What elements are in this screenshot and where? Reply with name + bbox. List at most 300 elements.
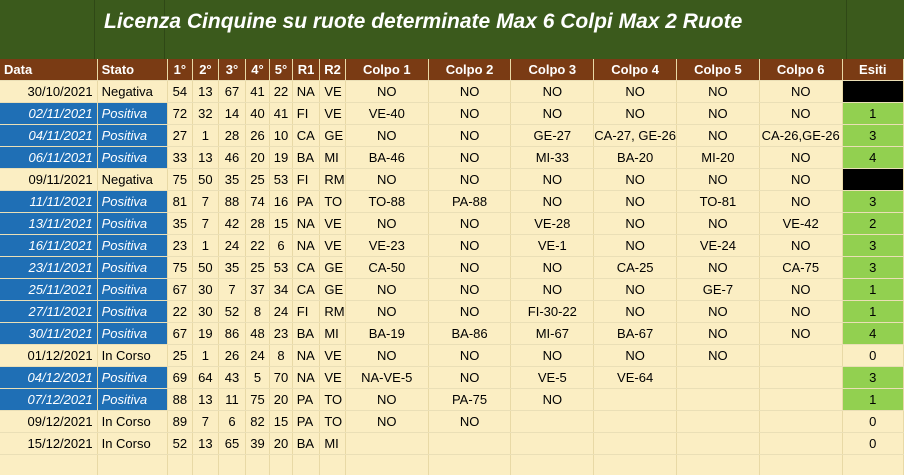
cell-stato[interactable]: Positiva	[97, 213, 168, 235]
cell-colpo-2[interactable]: NO	[428, 147, 511, 169]
cell-colpo-5[interactable]: GE-7	[677, 279, 760, 301]
cell-ruota-2[interactable]: TO	[320, 411, 346, 433]
cell-ruota-1[interactable]: PA	[292, 411, 320, 433]
cell-stato[interactable]: Negativa	[97, 81, 168, 103]
cell-stato[interactable]: Positiva	[97, 191, 168, 213]
cell-esito[interactable]: 2	[842, 213, 903, 235]
cell-colpo-3[interactable]	[511, 411, 594, 433]
cell-colpo-2[interactable]: PA-88	[428, 191, 511, 213]
cell-number-4[interactable]: 25	[245, 257, 270, 279]
cell-colpo-6[interactable]	[759, 389, 842, 411]
cell-ruota-1[interactable]: NA	[292, 81, 320, 103]
cell-colpo-5[interactable]	[677, 367, 760, 389]
cell-number-2[interactable]: 50	[192, 257, 219, 279]
cell-colpo-5[interactable]: NO	[677, 125, 760, 147]
cell-number-4[interactable]: 28	[245, 213, 270, 235]
cell-ruota-2[interactable]: VE	[320, 345, 346, 367]
cell-colpo-1[interactable]: NO	[345, 213, 428, 235]
cell-number-3[interactable]: 7	[219, 279, 246, 301]
cell-colpo-6[interactable]: VE-42	[759, 213, 842, 235]
cell-colpo-5[interactable]	[677, 433, 760, 455]
cell-ruota-1[interactable]: CA	[292, 257, 320, 279]
cell-number-5[interactable]: 15	[270, 411, 292, 433]
cell-number-5[interactable]: 6	[270, 235, 292, 257]
cell-colpo-4[interactable]: NO	[594, 345, 677, 367]
cell-colpo-6[interactable]	[759, 345, 842, 367]
cell-colpo-3[interactable]: MI-67	[511, 323, 594, 345]
cell-colpo-6[interactable]: NO	[759, 301, 842, 323]
cell-colpo-1[interactable]: VE-40	[345, 103, 428, 125]
cell-number-3[interactable]: 14	[219, 103, 246, 125]
cell-stato[interactable]: Positiva	[97, 125, 168, 147]
cell-colpo-4[interactable]: BA-67	[594, 323, 677, 345]
cell-colpo-5[interactable]: NO	[677, 169, 760, 191]
cell-number-5[interactable]: 70	[270, 367, 292, 389]
cell-colpo-2[interactable]: PA-75	[428, 389, 511, 411]
cell-colpo-3[interactable]: VE-1	[511, 235, 594, 257]
cell-colpo-1[interactable]: NO	[345, 301, 428, 323]
cell-number-5[interactable]: 20	[270, 389, 292, 411]
cell-colpo-1[interactable]: NO	[345, 169, 428, 191]
cell-colpo-3[interactable]: NO	[511, 169, 594, 191]
cell-colpo-5[interactable]: NO	[677, 213, 760, 235]
cell-number-5[interactable]: 24	[270, 301, 292, 323]
cell-stato[interactable]: Positiva	[97, 257, 168, 279]
cell-data[interactable]: 04/12/2021	[0, 367, 97, 389]
cell-esito[interactable]: 0	[842, 345, 903, 367]
cell-ruota-1[interactable]: CA	[292, 279, 320, 301]
cell-colpo-4[interactable]	[594, 433, 677, 455]
empty-cell[interactable]	[511, 455, 594, 475]
cell-number-1[interactable]: 72	[168, 103, 193, 125]
cell-colpo-6[interactable]: CA-75	[759, 257, 842, 279]
cell-number-3[interactable]: 35	[219, 257, 246, 279]
cell-data[interactable]: 30/10/2021	[0, 81, 97, 103]
cell-data[interactable]: 09/12/2021	[0, 411, 97, 433]
cell-number-2[interactable]: 7	[192, 411, 219, 433]
cell-colpo-4[interactable]: CA-25	[594, 257, 677, 279]
cell-colpo-3[interactable]	[511, 433, 594, 455]
cell-stato[interactable]: Positiva	[97, 367, 168, 389]
cell-colpo-4[interactable]: NO	[594, 103, 677, 125]
cell-ruota-1[interactable]: PA	[292, 389, 320, 411]
cell-number-4[interactable]: 48	[245, 323, 270, 345]
empty-cell[interactable]	[245, 455, 270, 475]
cell-number-4[interactable]: 22	[245, 235, 270, 257]
cell-number-5[interactable]: 8	[270, 345, 292, 367]
cell-ruota-1[interactable]: PA	[292, 191, 320, 213]
cell-esito[interactable]: 4	[842, 147, 903, 169]
cell-number-2[interactable]: 1	[192, 125, 219, 147]
cell-number-1[interactable]: 81	[168, 191, 193, 213]
cell-ruota-1[interactable]: FI	[292, 169, 320, 191]
cell-number-4[interactable]: 5	[245, 367, 270, 389]
cell-number-2[interactable]: 30	[192, 301, 219, 323]
cell-number-2[interactable]: 1	[192, 235, 219, 257]
header-n3[interactable]: 3°	[219, 59, 246, 81]
cell-colpo-6[interactable]: CA-26,GE-26	[759, 125, 842, 147]
cell-data[interactable]: 09/11/2021	[0, 169, 97, 191]
cell-number-2[interactable]: 13	[192, 147, 219, 169]
cell-ruota-1[interactable]: FI	[292, 103, 320, 125]
cell-colpo-5[interactable]: NO	[677, 257, 760, 279]
cell-number-2[interactable]: 1	[192, 345, 219, 367]
cell-colpo-2[interactable]: NO	[428, 103, 511, 125]
cell-stato[interactable]: Positiva	[97, 279, 168, 301]
cell-data[interactable]: 27/11/2021	[0, 301, 97, 323]
cell-colpo-1[interactable]: NO	[345, 345, 428, 367]
cell-colpo-4[interactable]: BA-20	[594, 147, 677, 169]
header-esiti[interactable]: Esiti	[842, 59, 903, 81]
cell-esito[interactable]: 3	[842, 125, 903, 147]
cell-colpo-6[interactable]: NO	[759, 147, 842, 169]
cell-esito[interactable]: 3	[842, 235, 903, 257]
cell-colpo-6[interactable]: NO	[759, 169, 842, 191]
cell-number-4[interactable]: 25	[245, 169, 270, 191]
empty-cell[interactable]	[168, 455, 193, 475]
cell-colpo-2[interactable]: BA-86	[428, 323, 511, 345]
cell-esito[interactable]	[842, 81, 903, 103]
cell-ruota-1[interactable]: NA	[292, 367, 320, 389]
cell-number-1[interactable]: 27	[168, 125, 193, 147]
cell-stato[interactable]: Positiva	[97, 301, 168, 323]
cell-data[interactable]: 07/12/2021	[0, 389, 97, 411]
cell-esito[interactable]: 0	[842, 411, 903, 433]
cell-colpo-3[interactable]: GE-27	[511, 125, 594, 147]
cell-colpo-6[interactable]: NO	[759, 103, 842, 125]
cell-number-5[interactable]: 20	[270, 433, 292, 455]
cell-colpo-2[interactable]: NO	[428, 169, 511, 191]
cell-colpo-4[interactable]	[594, 411, 677, 433]
cell-number-1[interactable]: 67	[168, 279, 193, 301]
cell-number-1[interactable]: 22	[168, 301, 193, 323]
header-n2[interactable]: 2°	[192, 59, 219, 81]
cell-colpo-3[interactable]: NO	[511, 257, 594, 279]
cell-colpo-1[interactable]: VE-23	[345, 235, 428, 257]
cell-esito[interactable]	[842, 169, 903, 191]
cell-colpo-6[interactable]: NO	[759, 191, 842, 213]
cell-colpo-1[interactable]: NO	[345, 81, 428, 103]
cell-number-4[interactable]: 75	[245, 389, 270, 411]
cell-ruota-2[interactable]: TO	[320, 191, 346, 213]
cell-number-1[interactable]: 75	[168, 257, 193, 279]
cell-ruota-1[interactable]: NA	[292, 345, 320, 367]
header-r2[interactable]: R2	[320, 59, 346, 81]
cell-colpo-1[interactable]: NO	[345, 279, 428, 301]
cell-colpo-2[interactable]: NO	[428, 125, 511, 147]
empty-cell[interactable]	[97, 455, 168, 475]
cell-number-1[interactable]: 52	[168, 433, 193, 455]
cell-colpo-5[interactable]: NO	[677, 103, 760, 125]
cell-esito[interactable]: 1	[842, 389, 903, 411]
cell-number-1[interactable]: 35	[168, 213, 193, 235]
cell-number-3[interactable]: 35	[219, 169, 246, 191]
cell-esito[interactable]: 3	[842, 367, 903, 389]
cell-data[interactable]: 02/11/2021	[0, 103, 97, 125]
cell-colpo-4[interactable]: CA-27, GE-26	[594, 125, 677, 147]
cell-ruota-2[interactable]: VE	[320, 213, 346, 235]
cell-number-1[interactable]: 23	[168, 235, 193, 257]
cell-number-2[interactable]: 32	[192, 103, 219, 125]
cell-colpo-2[interactable]: NO	[428, 411, 511, 433]
cell-colpo-6[interactable]	[759, 433, 842, 455]
cell-ruota-2[interactable]: RM	[320, 301, 346, 323]
cell-number-4[interactable]: 8	[245, 301, 270, 323]
cell-colpo-2[interactable]: NO	[428, 301, 511, 323]
cell-colpo-6[interactable]: NO	[759, 323, 842, 345]
cell-number-2[interactable]: 19	[192, 323, 219, 345]
cell-colpo-3[interactable]: VE-5	[511, 367, 594, 389]
cell-colpo-2[interactable]: NO	[428, 213, 511, 235]
cell-number-4[interactable]: 24	[245, 345, 270, 367]
cell-esito[interactable]: 3	[842, 191, 903, 213]
cell-colpo-3[interactable]: NO	[511, 279, 594, 301]
cell-data[interactable]: 04/11/2021	[0, 125, 97, 147]
cell-colpo-3[interactable]: NO	[511, 81, 594, 103]
cell-ruota-1[interactable]: FI	[292, 301, 320, 323]
cell-stato[interactable]: Negativa	[97, 169, 168, 191]
cell-number-2[interactable]: 50	[192, 169, 219, 191]
cell-ruota-2[interactable]: MI	[320, 147, 346, 169]
cell-colpo-2[interactable]	[428, 433, 511, 455]
header-colpo-6[interactable]: Colpo 6	[759, 59, 842, 81]
header-r1[interactable]: R1	[292, 59, 320, 81]
header-n4[interactable]: 4°	[245, 59, 270, 81]
cell-number-1[interactable]: 89	[168, 411, 193, 433]
cell-colpo-3[interactable]: NO	[511, 103, 594, 125]
cell-number-1[interactable]: 54	[168, 81, 193, 103]
cell-data[interactable]: 15/12/2021	[0, 433, 97, 455]
empty-cell[interactable]	[842, 455, 903, 475]
cell-colpo-3[interactable]: MI-33	[511, 147, 594, 169]
cell-ruota-2[interactable]: VE	[320, 235, 346, 257]
cell-colpo-5[interactable]: NO	[677, 81, 760, 103]
cell-colpo-2[interactable]: NO	[428, 235, 511, 257]
cell-ruota-1[interactable]: BA	[292, 433, 320, 455]
cell-number-3[interactable]: 65	[219, 433, 246, 455]
cell-number-3[interactable]: 88	[219, 191, 246, 213]
header-data[interactable]: Data	[0, 59, 97, 81]
cell-number-2[interactable]: 13	[192, 433, 219, 455]
cell-number-1[interactable]: 88	[168, 389, 193, 411]
header-colpo-2[interactable]: Colpo 2	[428, 59, 511, 81]
cell-colpo-5[interactable]: NO	[677, 301, 760, 323]
cell-colpo-6[interactable]	[759, 411, 842, 433]
cell-number-3[interactable]: 6	[219, 411, 246, 433]
cell-data[interactable]: 30/11/2021	[0, 323, 97, 345]
cell-stato[interactable]: Positiva	[97, 389, 168, 411]
empty-cell[interactable]	[219, 455, 246, 475]
cell-colpo-3[interactable]: NO	[511, 191, 594, 213]
cell-number-4[interactable]: 37	[245, 279, 270, 301]
cell-colpo-1[interactable]: BA-19	[345, 323, 428, 345]
cell-ruota-2[interactable]: MI	[320, 433, 346, 455]
cell-colpo-4[interactable]: NO	[594, 301, 677, 323]
cell-number-5[interactable]: 15	[270, 213, 292, 235]
header-stato[interactable]: Stato	[97, 59, 168, 81]
cell-esito[interactable]: 1	[842, 301, 903, 323]
cell-colpo-5[interactable]	[677, 411, 760, 433]
cell-colpo-1[interactable]: NO	[345, 125, 428, 147]
cell-colpo-1[interactable]: TO-88	[345, 191, 428, 213]
cell-ruota-2[interactable]: TO	[320, 389, 346, 411]
header-n5[interactable]: 5°	[270, 59, 292, 81]
cell-esito[interactable]: 4	[842, 323, 903, 345]
cell-number-5[interactable]: 34	[270, 279, 292, 301]
cell-colpo-1[interactable]: CA-50	[345, 257, 428, 279]
cell-colpo-3[interactable]: NO	[511, 345, 594, 367]
cell-ruota-1[interactable]: NA	[292, 213, 320, 235]
cell-number-2[interactable]: 13	[192, 81, 219, 103]
cell-colpo-4[interactable]: NO	[594, 235, 677, 257]
cell-stato[interactable]: Positiva	[97, 103, 168, 125]
header-colpo-4[interactable]: Colpo 4	[594, 59, 677, 81]
cell-esito[interactable]: 0	[842, 433, 903, 455]
cell-colpo-4[interactable]: NO	[594, 191, 677, 213]
cell-colpo-1[interactable]	[345, 433, 428, 455]
header-colpo-3[interactable]: Colpo 3	[511, 59, 594, 81]
cell-colpo-3[interactable]: VE-28	[511, 213, 594, 235]
empty-cell[interactable]	[759, 455, 842, 475]
cell-ruota-2[interactable]: GE	[320, 257, 346, 279]
cell-number-3[interactable]: 28	[219, 125, 246, 147]
cell-number-1[interactable]: 25	[168, 345, 193, 367]
cell-ruota-2[interactable]: MI	[320, 323, 346, 345]
cell-number-4[interactable]: 39	[245, 433, 270, 455]
cell-stato[interactable]: Positiva	[97, 147, 168, 169]
cell-colpo-5[interactable]: TO-81	[677, 191, 760, 213]
cell-stato[interactable]: In Corso	[97, 433, 168, 455]
cell-colpo-5[interactable]	[677, 389, 760, 411]
cell-number-3[interactable]: 42	[219, 213, 246, 235]
cell-colpo-4[interactable]	[594, 389, 677, 411]
cell-colpo-5[interactable]: MI-20	[677, 147, 760, 169]
header-colpo-5[interactable]: Colpo 5	[677, 59, 760, 81]
cell-number-2[interactable]: 13	[192, 389, 219, 411]
header-colpo-1[interactable]: Colpo 1	[345, 59, 428, 81]
cell-number-4[interactable]: 26	[245, 125, 270, 147]
cell-number-5[interactable]: 53	[270, 257, 292, 279]
empty-cell[interactable]	[320, 455, 346, 475]
cell-ruota-1[interactable]: BA	[292, 147, 320, 169]
cell-number-4[interactable]: 40	[245, 103, 270, 125]
cell-ruota-2[interactable]: VE	[320, 103, 346, 125]
empty-cell[interactable]	[270, 455, 292, 475]
cell-number-1[interactable]: 67	[168, 323, 193, 345]
empty-cell[interactable]	[345, 455, 428, 475]
cell-colpo-6[interactable]: NO	[759, 279, 842, 301]
cell-colpo-2[interactable]: NO	[428, 345, 511, 367]
cell-data[interactable]: 11/11/2021	[0, 191, 97, 213]
cell-colpo-2[interactable]: NO	[428, 367, 511, 389]
cell-data[interactable]: 13/11/2021	[0, 213, 97, 235]
cell-stato[interactable]: Positiva	[97, 235, 168, 257]
cell-stato[interactable]: In Corso	[97, 345, 168, 367]
cell-colpo-2[interactable]: NO	[428, 81, 511, 103]
cell-ruota-1[interactable]: NA	[292, 235, 320, 257]
cell-colpo-4[interactable]: NO	[594, 279, 677, 301]
cell-colpo-3[interactable]: NO	[511, 389, 594, 411]
cell-esito[interactable]: 1	[842, 103, 903, 125]
cell-number-2[interactable]: 30	[192, 279, 219, 301]
cell-colpo-3[interactable]: FI-30-22	[511, 301, 594, 323]
cell-number-5[interactable]: 23	[270, 323, 292, 345]
cell-colpo-1[interactable]: BA-46	[345, 147, 428, 169]
cell-number-1[interactable]: 75	[168, 169, 193, 191]
cell-colpo-1[interactable]: NA-VE-5	[345, 367, 428, 389]
cell-number-4[interactable]: 82	[245, 411, 270, 433]
cell-colpo-6[interactable]	[759, 367, 842, 389]
cell-colpo-6[interactable]: NO	[759, 235, 842, 257]
cell-ruota-2[interactable]: GE	[320, 279, 346, 301]
cell-number-5[interactable]: 16	[270, 191, 292, 213]
cell-number-3[interactable]: 43	[219, 367, 246, 389]
cell-number-2[interactable]: 64	[192, 367, 219, 389]
cell-ruota-2[interactable]: VE	[320, 367, 346, 389]
cell-number-1[interactable]: 33	[168, 147, 193, 169]
cell-number-3[interactable]: 46	[219, 147, 246, 169]
cell-ruota-2[interactable]: GE	[320, 125, 346, 147]
cell-number-2[interactable]: 7	[192, 213, 219, 235]
cell-data[interactable]: 23/11/2021	[0, 257, 97, 279]
cell-number-3[interactable]: 52	[219, 301, 246, 323]
empty-cell[interactable]	[192, 455, 219, 475]
header-n1[interactable]: 1°	[168, 59, 193, 81]
cell-number-3[interactable]: 86	[219, 323, 246, 345]
cell-colpo-1[interactable]: NO	[345, 411, 428, 433]
cell-number-3[interactable]: 26	[219, 345, 246, 367]
cell-stato[interactable]: Positiva	[97, 323, 168, 345]
cell-colpo-4[interactable]: NO	[594, 169, 677, 191]
cell-colpo-2[interactable]: NO	[428, 257, 511, 279]
cell-colpo-4[interactable]: VE-64	[594, 367, 677, 389]
cell-colpo-1[interactable]: NO	[345, 389, 428, 411]
cell-colpo-4[interactable]: NO	[594, 213, 677, 235]
cell-ruota-1[interactable]: CA	[292, 125, 320, 147]
cell-data[interactable]: 06/11/2021	[0, 147, 97, 169]
cell-colpo-5[interactable]: VE-24	[677, 235, 760, 257]
cell-number-3[interactable]: 11	[219, 389, 246, 411]
cell-number-4[interactable]: 74	[245, 191, 270, 213]
cell-number-4[interactable]: 41	[245, 81, 270, 103]
cell-number-3[interactable]: 67	[219, 81, 246, 103]
empty-cell[interactable]	[594, 455, 677, 475]
cell-number-4[interactable]: 20	[245, 147, 270, 169]
cell-data[interactable]: 25/11/2021	[0, 279, 97, 301]
cell-colpo-5[interactable]: NO	[677, 345, 760, 367]
cell-data[interactable]: 16/11/2021	[0, 235, 97, 257]
empty-cell[interactable]	[428, 455, 511, 475]
cell-esito[interactable]: 3	[842, 257, 903, 279]
cell-stato[interactable]: In Corso	[97, 411, 168, 433]
empty-cell[interactable]	[292, 455, 320, 475]
cell-ruota-1[interactable]: BA	[292, 323, 320, 345]
cell-colpo-6[interactable]: NO	[759, 81, 842, 103]
cell-number-5[interactable]: 53	[270, 169, 292, 191]
cell-colpo-2[interactable]: NO	[428, 279, 511, 301]
cell-ruota-2[interactable]: VE	[320, 81, 346, 103]
cell-number-5[interactable]: 19	[270, 147, 292, 169]
cell-esito[interactable]: 1	[842, 279, 903, 301]
empty-cell[interactable]	[677, 455, 760, 475]
cell-colpo-5[interactable]: NO	[677, 323, 760, 345]
cell-number-2[interactable]: 7	[192, 191, 219, 213]
cell-number-5[interactable]: 10	[270, 125, 292, 147]
cell-number-1[interactable]: 69	[168, 367, 193, 389]
cell-number-3[interactable]: 24	[219, 235, 246, 257]
cell-data[interactable]: 01/12/2021	[0, 345, 97, 367]
empty-cell[interactable]	[0, 455, 97, 475]
